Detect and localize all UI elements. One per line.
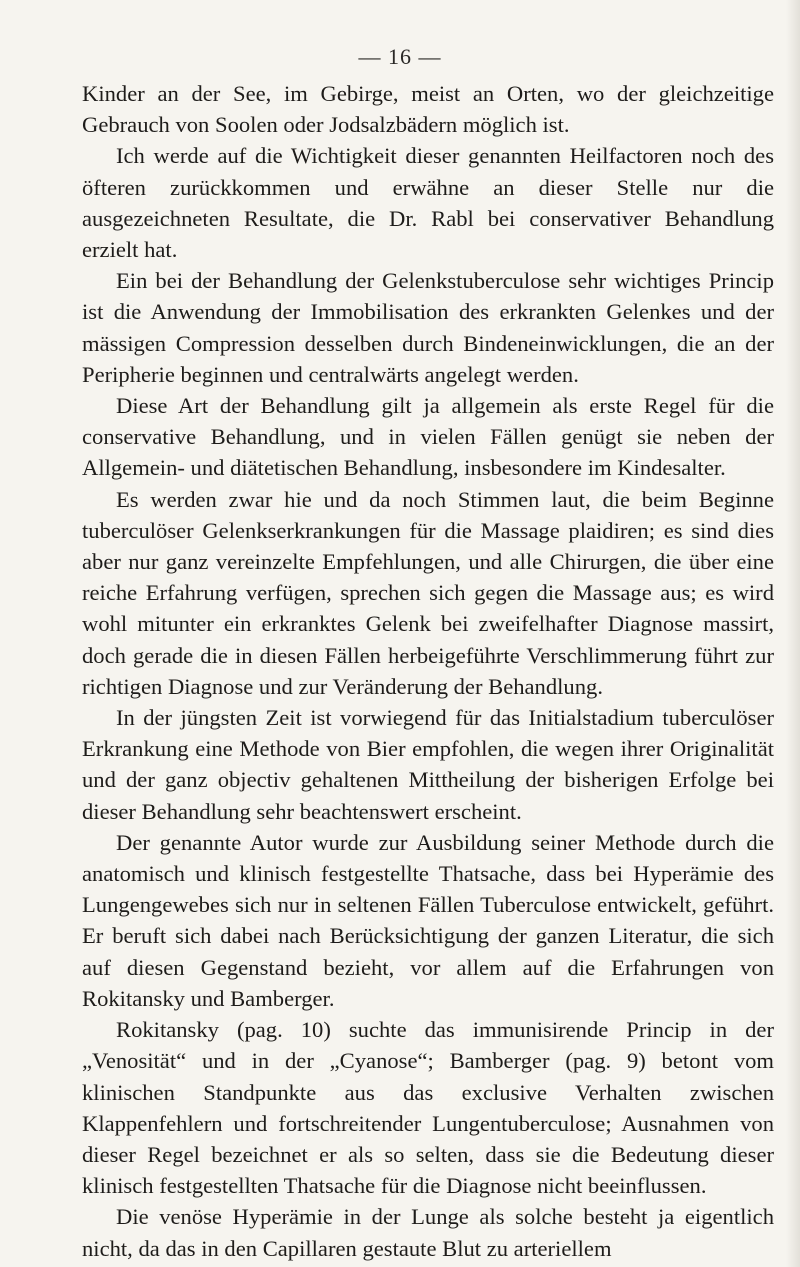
- paragraph-4: Diese Art der Behandlung gilt ja allgemein als erste Regel für die conservative Behandlung, und in vielen Fällen genügt sie neben der Allgemein- und diätetischen Behandlung, insbesondere im Kindesalter.: [82, 393, 774, 481]
- paragraph-3: Ein bei der Behandlung der Gelenkstuberculose sehr wichtiges Princip ist die Anwendung der Immobilisation des erkrankten Gelenkes und der mässigen Compression desselben durch Bindeneinwicklungen, die an der Peripherie beginnen und centralwärts angelegt werden.: [82, 268, 774, 387]
- page-number: — 16 —: [358, 44, 442, 69]
- paragraph-1: Kinder an der See, im Gebirge, meist an Orten, wo der gleichzeitige Gebrauch von Soolen oder Jodsalzbädern möglich ist.: [82, 81, 774, 138]
- paragraph-2: Ich werde auf die Wichtigkeit dieser genannten Heilfactoren noch des öfteren zurückkommen und erwähne an dieser Stelle nur die ausgezeichneten Resultate, die Dr. Rabl bei conservativer Behandlung erzielt hat.: [82, 143, 774, 263]
- paragraph-9: Die venöse Hyperämie in der Lunge als solche besteht ja eigentlich nicht, da das in den Capillaren gestaute Blut zu arteriellem: [82, 1204, 774, 1261]
- paragraph-5: Es werden zwar hie und da noch Stimmen laut, die beim Beginne tuberculöser Gelenkserkrankungen für die Massage plaidiren; es sind dies aber nur ganz vereinzelte Empfehlungen, und alle Chirurgen, die über eine reiche Erfahrung verfügen, sprechen sich gegen die Massage aus; es wird wohl mitunter ein erkranktes Gelenk bei zweifelhafter Diagnose massirt, doch gerade die in diesen Fällen herbeigeführte Verschlimmerung führt zur richtigen Diagnose und zur Veränderung der Behandlung.: [82, 486, 774, 699]
- paragraph-6: In der jüngsten Zeit ist vorwiegend für das Initialstadium tuberculöser Erkrankung eine Methode von Bier empfohlen, die wegen ihrer Originalität und der ganz objectiv gehaltenen Mittheilung der bisherigen Erfolge bei dieser Behandlung sehr beachtenswert erscheint.: [82, 705, 774, 824]
- paragraph-8: Rokitansky (pag. 10) suchte das immunisirende Princip in der „Venosität“ und in der „Cyanose“; Bamberger (pag. 9) betont vom klinischen Standpunkte aus das exclusive Verhalten zwischen Klappenfehlern und fortschreitender Lungentuberculose; Ausnahmen von dieser Regel bezeichnet er als so selten, dass sie die Bedeutung dieser klinisch festgestellten Thatsache für die Diagnose nicht beeinflussen.: [82, 1017, 774, 1199]
- page-spine-shadow: [786, 0, 800, 1267]
- body-text: [82, 78, 774, 1264]
- paragraph-7: Der genannte Autor wurde zur Ausbildung seiner Methode durch die anatomisch und klinisch festgestellte Thatsache, dass bei Hyperämie des Lungengewebes sich nur in seltenen Fällen Tuberculose entwickelt, geführt. Er beruft sich dabei nach Berücksichtigung der ganzen Literatur, die sich auf diesen Gegenstand bezieht, vor allem auf die Erfahrungen von Rokitansky und Bamberger.: [82, 829, 774, 1011]
